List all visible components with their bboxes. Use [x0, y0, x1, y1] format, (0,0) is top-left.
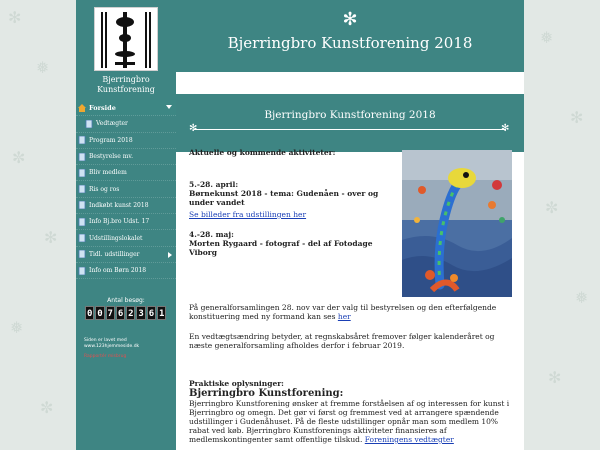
counter-digit: 3 [136, 306, 145, 320]
counter-digit: 1 [157, 306, 166, 320]
sidebar [76, 0, 176, 450]
snowflake-decor-icon: ❅ [36, 58, 50, 77]
general-assembly-paragraph [189, 303, 519, 321]
document-icon [78, 250, 86, 258]
counter-digit: 7 [106, 306, 115, 320]
snowflake-decor-icon: ✻ [44, 228, 58, 247]
visit-counter-label: Antal besøg: [107, 297, 145, 304]
sidebar-item-label: Bliv medlem [89, 169, 127, 177]
site-name [76, 75, 176, 95]
sidebar-item-label: Forside [89, 103, 116, 112]
header [176, 0, 524, 72]
document-icon [78, 218, 86, 226]
event-1-title: Børnekunst 2018 - tema: Gudenåen - over og under vandet [189, 189, 379, 207]
snowflake-decor-icon: ❅ [575, 288, 589, 307]
event-2-date: 4.-28. maj: [189, 230, 234, 239]
event-2 [189, 230, 399, 257]
sidebar-item-program-2018[interactable] [76, 133, 176, 149]
document-icon [78, 136, 86, 144]
document-icon [85, 120, 93, 128]
sidebar-item-label: Udstillingslokalet [89, 234, 143, 242]
sidebar-item-label: Tidl. udstillinger [89, 250, 140, 258]
counter-digit: 0 [85, 306, 94, 320]
sidebar-item-label: Bestyrelse mv. [89, 153, 133, 161]
practical-heading: Praktiske oplysninger: [189, 379, 284, 388]
snowflake-decor-icon: ✼ [12, 148, 26, 167]
credit-line1: Siden er lavet med [84, 338, 127, 343]
credit-line2[interactable]: www.123hjemmeside.dk [84, 344, 140, 349]
activities-heading: Aktuelle og kommende aktiviteter: [189, 148, 336, 157]
document-icon [78, 234, 86, 242]
sidebar-item-bestyrelse[interactable] [76, 149, 176, 165]
counter-digit: 0 [95, 306, 104, 320]
document-icon [78, 153, 86, 161]
sidebar-item-forside[interactable] [76, 100, 176, 116]
snowflake-icon: ✻ [501, 123, 510, 134]
site-name-line2: Kunstforening [97, 85, 155, 94]
site-credit [84, 338, 139, 350]
sidebar-item-indkobt-kunst[interactable] [76, 198, 176, 214]
sidebar-item-info-udst[interactable] [76, 214, 176, 230]
snowflake-decor-icon: ✼ [545, 198, 559, 217]
snowflake-decor-icon: ✼ [40, 398, 54, 417]
para1-link[interactable]: her [337, 312, 351, 321]
chevron-down-icon [166, 105, 172, 109]
document-icon [78, 185, 86, 193]
sidebar-nav [76, 100, 176, 279]
sidebar-item-udstillingslokalet[interactable] [76, 230, 176, 246]
practical-info [189, 379, 519, 444]
sidebar-item-label: Program 2018 [89, 136, 133, 144]
logo[interactable] [94, 7, 158, 71]
event-1-link-wrap [189, 210, 306, 219]
snowflake-icon: ✻ [189, 123, 198, 134]
sidebar-item-label: Info Bj.bro Udst. 17 [89, 218, 150, 226]
sidebar-item-label: Vedtægter [96, 120, 128, 128]
bylaws-link[interactable]: Foreningens vedtægter [364, 435, 454, 444]
document-icon [78, 201, 86, 209]
sidebar-item-vedtaegter[interactable] [76, 116, 176, 132]
sidebar-item-bliv-medlem[interactable] [76, 165, 176, 181]
main-content [176, 72, 524, 450]
snowflake-decor-icon: ✻ [548, 368, 562, 387]
document-icon [78, 169, 86, 177]
event-1-link[interactable]: Se billeder fra udstillingen her [189, 210, 307, 219]
event-1 [189, 180, 399, 207]
practical-subheading: Bjerringbro Kunstforening: [189, 388, 344, 399]
sidebar-item-label: Ris og ros [89, 185, 120, 193]
divider [194, 129, 506, 130]
page-title: Bjerringbro Kunstforening 2018 [227, 34, 473, 52]
event-1-date: 5.-28. april: [189, 180, 239, 189]
banner-title: Bjerringbro Kunstforening 2018 [264, 109, 436, 121]
event-2-title: Morten Rygaard - fotograf - del af Fotodage Viborg [189, 239, 373, 257]
sidebar-item-info-om-born[interactable] [76, 263, 176, 279]
para1-text: På generalforsamlingen 28. nov var der valg til bestyrelsen og den efterfølgende konstituering med ny formand kan ses [189, 303, 497, 321]
chevron-right-icon [168, 252, 172, 258]
snowflake-decor-icon: ❅ [10, 318, 24, 337]
snowflake-decor-icon: ✻ [570, 108, 584, 127]
sidebar-item-tidl-udstillinger[interactable] [76, 247, 176, 263]
sidebar-item-ris-og-ros[interactable] [76, 181, 176, 197]
visit-counter [85, 306, 166, 320]
site-name-line1: Bjerringbro [102, 75, 150, 84]
counter-digit: 6 [116, 306, 125, 320]
snowflake-decor-icon: ❅ [540, 28, 554, 47]
sidebar-item-label: Info om Børn 2018 [89, 267, 147, 275]
snowflake-decor-icon: ✻ [8, 8, 22, 27]
practical-text: Bjerringbro Kunstforening ønsker at fremme forståelsen af og interessen for kunst i Bjerringbro og omegn. Det gør vi først og fremmest ved at arrangere spændende udstillinger i Gudenåhuset. På de fleste udstillinger opnår man som medlem 10% rabat ved køb. Bjerringbro Kunstforenings aktiviteter finansieres af medlemskontingenter samt offentlige tilskud. [189, 399, 510, 444]
document-icon [78, 267, 86, 275]
snowflake-icon: ✻ [342, 9, 358, 30]
sidebar-item-label: Indkøbt kunst 2018 [89, 201, 149, 209]
counter-digit: 2 [126, 306, 135, 320]
content-banner [176, 94, 524, 152]
bylaw-change-paragraph: En vedtægtsændring betyder, at regnskabsåret fremover følger kalenderåret og næste generalforsamling afholdes derfor i februar 2019. [189, 332, 495, 350]
counter-digit: 6 [147, 306, 156, 320]
report-abuse-link[interactable]: Rapportér misbrug [84, 354, 127, 359]
exhibition-photo [402, 150, 512, 297]
home-icon [78, 104, 86, 112]
